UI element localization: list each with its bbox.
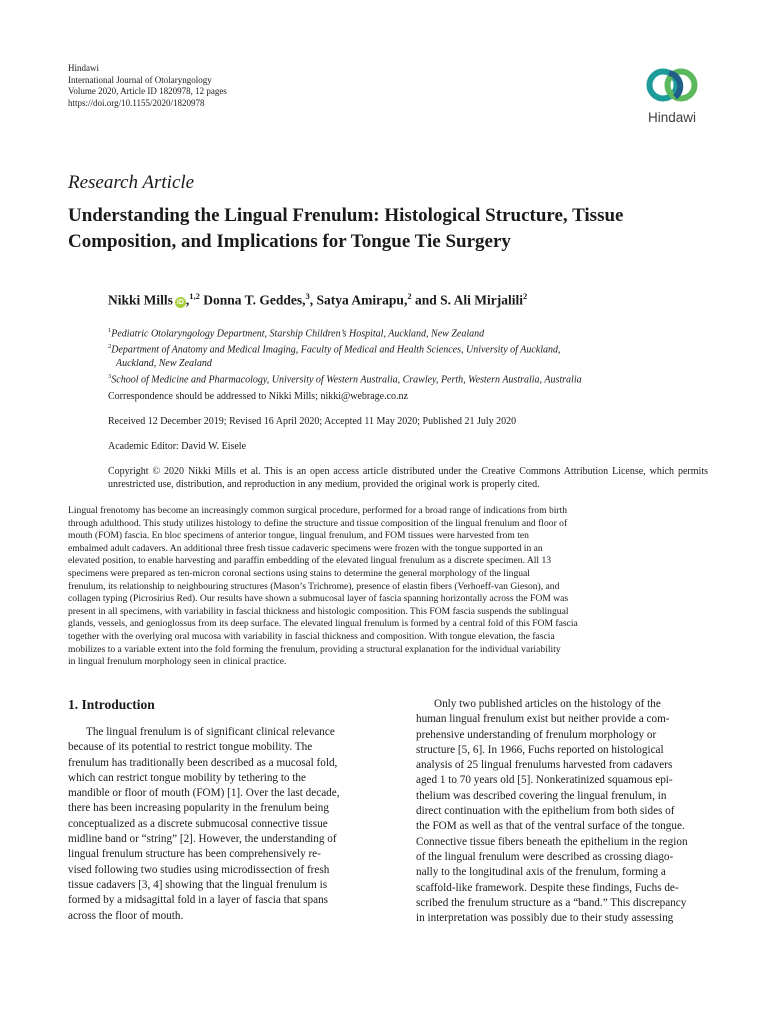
- author-affil-sup: 2: [407, 291, 412, 301]
- intro-right-column: Only two published articles on the histology of the human lingual frenulum exist but neither provide a com- prehensive understanding of frenulum morphology or structure [5, 6]. In 1966, Fuchs reported on histological analysis of 25 lingual frenulums harvested from cadavers aged 1 to 70 years old [5]. Nonkeratinized squamous epi- thelium was described covering the lingual frenulum, in direct continuation with the epithelium from both sides of the FOM as well as that of the ventral surface of the tongue. Connective tissue fibers beneath the epithelium in the region of the lingual frenulum were described as crossing diago- nally to the longitudinal axis of the frenulum, forming a scaffold-like framework. Despite these findings, Fuchs de- scribed the frenulum structure as a “band.” This discrepancy in interpretation was possibly due to their study assessing: [416, 698, 688, 925]
- author-separator: ,: [185, 292, 190, 308]
- publisher-name: Hindawi: [68, 63, 99, 73]
- author-separator: ,: [302, 292, 306, 308]
- author-separator: and: [411, 292, 441, 308]
- abstract: Lingual frenotomy has become an increasingly common surgical procedure, performed for a broad range of indications from birth through adulthood. This study utilizes histology to define the structure and tissue composition of the lingual frenulum and floor of mouth (FOM) fascia. En bloc specimens of anterior tongue, lingual frenulum, and FOM tissues were harvested from ten embalmed adult cadavers. An additional three fresh tissue cadaveric specimens were frozen with the tongue supported in an elevated position, to enable harvesting and paraffin embedding of the elevated lingual frenulum as a discrete specimen. All 13 specimens were prepared as ten-micron coronal sections using stains to determine the general morphology of the lingual frenulum, its relationship to neighbouring structures (Mason’s Trichrome), presence of elastin fibers (Verhoeff-van Gieson), and collagen typing (Picrosirius Red). Our results have shown a submucosal layer of fascia spanning horizontally across the FOM was present in all specimens, with variability in fascial thickness and histologic composition. This FOM fascia suspends the sublingual glands, vessels, and genioglossus from its deep surface. The elevated lingual frenulum is formed by a central fold of this FOM fascia together with the overlying oral mucosa with variability in fascial thickness and composition. With tongue elevation, the fascia mobilizes to a variable extent into the fold forming the frenulum, providing a structural explanation for the individual variability in lingual frenulum morphology seen in clinical practice.: [68, 505, 578, 668]
- journal-name: International Journal of Otolaryngology: [68, 74, 212, 85]
- academic-editor: Academic Editor: David W. Eisele: [108, 441, 247, 452]
- author-list: [108, 291, 527, 309]
- author-separator: ,: [403, 292, 408, 308]
- affiliation-continuation: Auckland, New Zealand: [116, 357, 212, 369]
- article-title: Understanding the Lingual Frenulum: Histological Structure, Tissue Composition, and Implications for Tongue Tie Surgery: [68, 205, 624, 252]
- doi-link[interactable]: https://doi.org/10.1155/2020/1820978: [68, 97, 205, 108]
- volume-line: Volume 2020, Article ID 1820978, 12 pages: [68, 86, 227, 96]
- author-name: S. Ali Mirjalili: [440, 292, 523, 308]
- affiliation: [108, 324, 668, 340]
- orcid-icon[interactable]: iD: [176, 298, 184, 306]
- section-heading: 1. Introduction: [68, 697, 155, 712]
- correspondence: Correspondence should be addressed to Nikki Mills; nikki@webrage.co.nz: [108, 391, 408, 402]
- affiliation-text: School of Medicine and Pharmacology, University of Western Australia, Crawley, Perth, Western Australia, Australia: [111, 373, 582, 385]
- hindawi-logo: [641, 63, 703, 135]
- affiliation-text: Department of Anatomy and Medical Imaging, Faculty of Medical and Health Sciences, University of Auckland,: [111, 344, 561, 356]
- logo-wordmark: Hindawi: [647, 110, 697, 125]
- affiliation-number: 2: [108, 343, 112, 351]
- author-affil-sup: 3: [305, 291, 310, 301]
- author-separator: ,: [309, 292, 314, 308]
- publication-dates: Received 12 December 2019; Revised 16 April 2020; Accepted 11 May 2020; Published 21 July 2020: [108, 416, 517, 427]
- author-name: Satya Amirapu: [316, 292, 404, 308]
- author-affil-sup: 2: [522, 291, 528, 301]
- author-name: Nikki Mills: [108, 292, 173, 308]
- affiliation: [108, 370, 668, 386]
- affiliation-number: 1: [108, 327, 112, 334]
- affiliation-number: 3: [108, 372, 112, 380]
- hindawi-logo-icon: [641, 63, 703, 109]
- copyright-notice: Copyright © 2020 Nikki Mills et al. This is an open access article distributed under the Creative Commons Attribution License, which permits unrestricted use, distribution, and reproduction in any medium, provided the original work is properly cited.: [108, 466, 708, 490]
- affiliation: [108, 340, 668, 356]
- affiliations: [108, 324, 668, 386]
- affiliation-text: Pediatric Otolaryngology Department, Starship Children’s Hospital, Auckland, New Zealand: [111, 328, 485, 340]
- author-name: Donna T. Geddes: [203, 292, 303, 308]
- intro-left-column: The lingual frenulum is of significant clinical relevance because of its potential to restrict tongue mobility. The frenulum has traditionally been described as a mucosal fold, which can restrict tongue mobility by tethering to the mandible or floor of mouth (FOM) [1]. Over the last decade, there has been increasing popularity in the frenulum being conceptualized as a discrete submucosal connective tissue midline band or “string” [2]. However, the understanding of lingual frenulum structure has been comprehensively re- vised following two studies using microdissection of fresh tissue cadavers [3, 4] showing that the lingual frenulum is formed by a midsagittal fold in a layer of fascia that spans across the floor of mouth.: [68, 726, 340, 922]
- journal-header: [68, 63, 227, 109]
- author-affil-sup: 1,2: [189, 291, 200, 301]
- article-type: Research Article: [68, 172, 195, 193]
